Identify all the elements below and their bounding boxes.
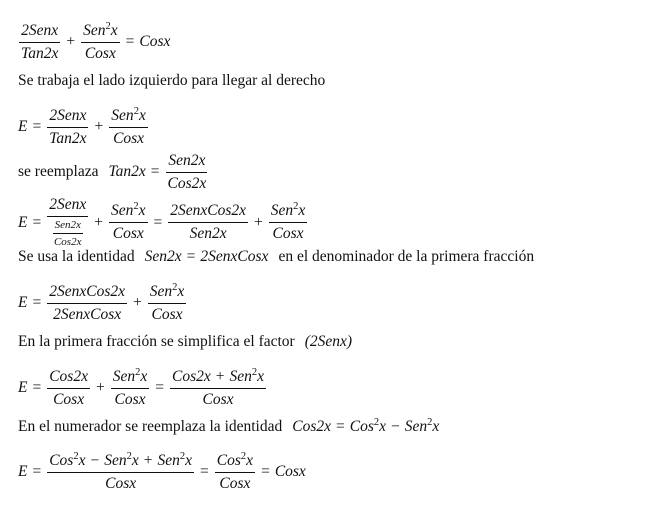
fraction-2senxcos2x-over-2senxcosx: $\frac{\text{2SenxCos2x}}{\text{2SenxCosx}}$ <box>49 283 125 323</box>
fraction-cos2x-over-cosx: $\frac{\text{Cos2x}}{\text{Cosx}}$ <box>49 368 88 408</box>
equation-e-final: E = $\frac{Cos^2x - Sen^2x + Sen^2x}{\text{Cosx}}$ = $\frac{Cos^2x}{\text{Cosx}}$ = Cosx <box>18 451 306 492</box>
inner-fraction-sen2x-over-cos2x: $\frac{\text{Sen2x}}{\text{Cos2x}}$ <box>53 218 82 249</box>
replace-tan-line: se reemplaza Tan2x = $\frac{\text{Sen2x}}{\text{Cos2x}}$ <box>18 152 207 192</box>
identity-line: Se usa la identidad Sen2x = 2SenxCosx en el denominador de la primera fracción <box>18 248 535 265</box>
numerator-identity-line: En el numerador se reemplaza la identidad Cos2x = Cos$^2$x − Sen$^2$x <box>18 417 440 435</box>
compound-fraction: $\frac{\text{2Senx}}{\frac{\text{Sen2x}}{\text{Cos2x}}}$ <box>49 196 87 249</box>
fraction-sen2x-over-cosx: $\frac{Sen^2x}{\text{Cosx}}$ <box>270 201 306 243</box>
fraction-sen2x-over-cosx: $\frac{Sen^2x}{\text{Cosx}}$ <box>111 106 146 147</box>
fraction-sen2x-over-cosx: $\frac{Sen^2x}{\text{Cosx}}$ <box>149 282 185 323</box>
equation-e-step3: E = $\frac{\text{2SenxCos2x}}{\text{2SenxCosx}}$ + $\frac{Sen^2x}{\text{Cosx}}$ <box>18 282 185 323</box>
intro-text: Se trabaja el lado izquierdo para llegar al derecho <box>18 72 326 89</box>
fraction-cos2x-over-cosx-final: $\frac{Cos^2x}{\text{Cosx}}$ <box>216 451 254 492</box>
fraction-cos2x-plus-sen2x-over-cosx: $\frac{Cos2x + Sen^2x}{\text{Cosx}}$ <box>172 367 265 408</box>
fraction-sen2x-over-cosx: $\frac{Sen^2x}{\text{Cosx}}$ <box>110 201 146 243</box>
fraction-sen2x-over-cos2x: $\frac{\text{Sen2x}}{\text{Cos2x}}$ <box>167 152 207 192</box>
fraction-2senxcos2x-over-sen2x: $\frac{\text{2SenxCos2x}}{\text{Sen2x}}$ <box>170 202 247 243</box>
equation-e-step4: E = $\frac{\text{Cos2x}}{\text{Cosx}}$ + $\frac{Sen^2x}{\text{Cosx}}$ = $\frac{Cos2x + Sen^2x}{\text{Cosx}}$ <box>18 367 265 408</box>
fraction-2senx-over-tan2x: $\frac{\text{2Senx}}{\text{Tan2x}}$ <box>21 22 59 62</box>
equation-original: $\frac{\text{2Senx}}{\text{Tan2x}}$ + $\frac{Sen^2x}{\text{Cosx}}$ = Cosx <box>21 21 171 62</box>
equation-e-step1: E = $\frac{\text{2Senx}}{\text{Tan2x}}$ + $\frac{Sen^2x}{\text{Cosx}}$ <box>18 106 146 147</box>
fraction-sen2x-over-cosx: $\frac{Sen^2x}{\text{Cosx}}$ <box>83 21 118 62</box>
equation-e-step2: E = $\frac{\text{2Senx}}{\frac{\text{Sen2x}}{\text{Cos2x}}}$ + $\frac{Sen^2x}{\text{Cosx}}$ = $\frac{\text{2SenxCos2x}}{\text{Sen2x}}$ + $\frac{Sen^2x}{\text{Cosx}}$ <box>18 196 306 249</box>
fraction-2senx-over-tan2x: $\frac{\text{2Senx}}{\text{Tan2x}}$ <box>49 107 87 147</box>
simplify-line: En la primera fracción se simplifica el factor (2Senx) <box>18 333 353 350</box>
fraction-sen2x-over-cosx: $\frac{Sen^2x}{\text{Cosx}}$ <box>112 367 148 408</box>
fraction-long-numerator-over-cosx: $\frac{Cos^2x - Sen^2x + Sen^2x}{\text{Cosx}}$ <box>49 451 193 492</box>
